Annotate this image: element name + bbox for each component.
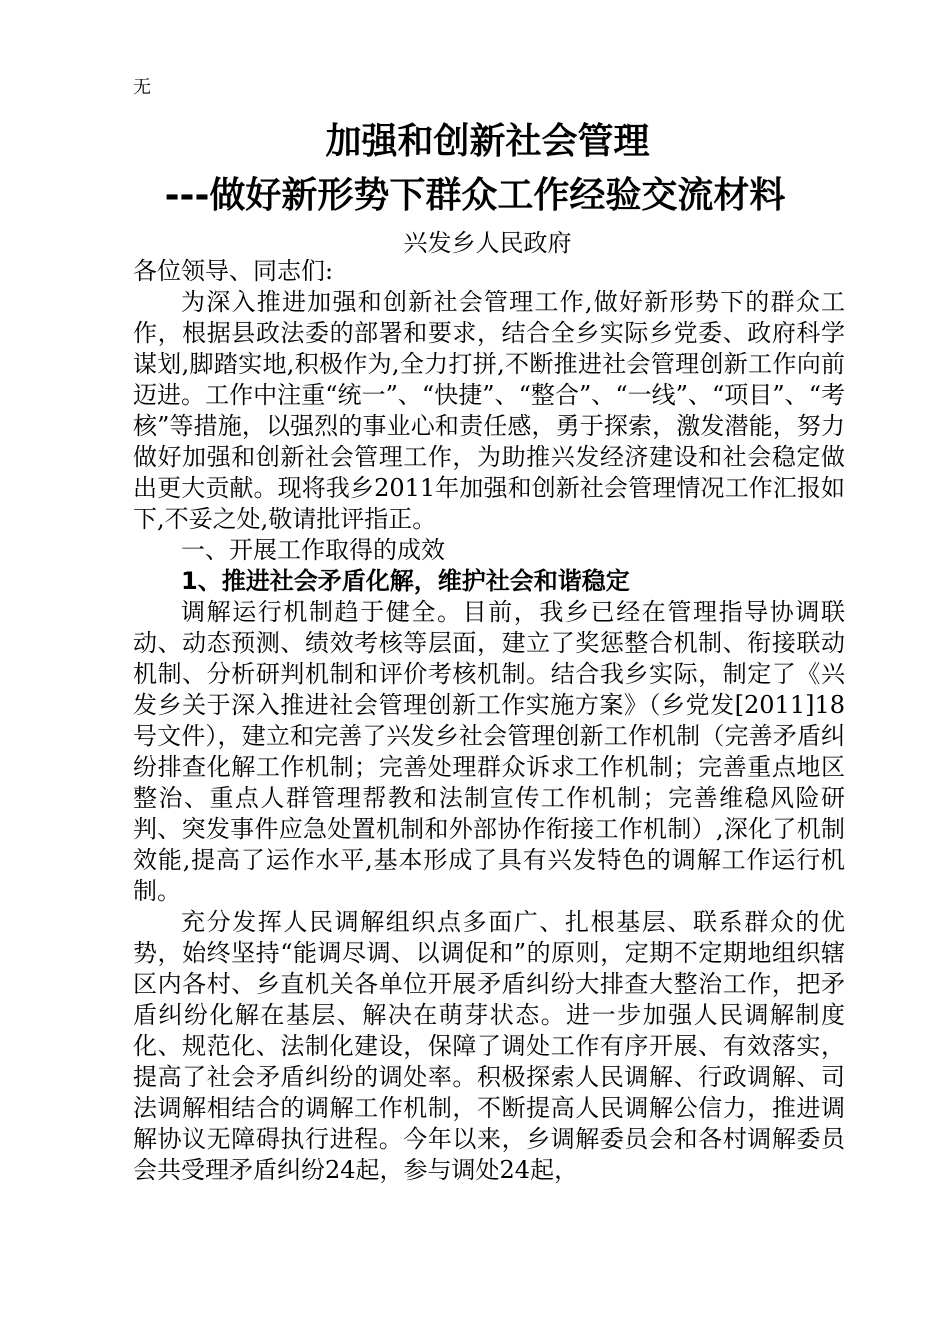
header-mark: 无 [133, 77, 151, 98]
body-paragraph-1: 调解运行机制趋于健全。目前，我乡已经在管理指导协调联动、动态预测、绩效考核等层面，建立了奖惩整合机制、衔接联动机制、分析研判机制和评价考核机制。结合我乡实际，制定了《兴发乡关于深入推进社会管理创新工作实施方案》（乡党发[2011]18号文件），建立和完善了兴发乡社会管理创新工作机制（完善矛盾纠纷排查化解工作机制；完善处理群众诉求工作机制；完善重点地区整治、重点人群管理帮教和法制宣传工作机制；完善维稳风险研判、突发事件应急处置机制和外部协作衔接工作机制）,深化了机制效能,提高了运作水平,基本形成了具有兴发特色的调解工作运行机制。 [133, 598, 845, 905]
body-paragraph-2: 充分发挥人民调解组织点多面广、扎根基层、联系群众的优势，始终坚持“能调尽调、以调促和”的原则，定期不定期地组织辖区内各村、乡直机关各单位开展矛盾纠纷大排查大整治工作，把矛盾纠纷化解在基层、解决在萌芽状态。进一步加强人民调解制度化、规范化、法制化建设，保障了调处工作有序开展、有效落实，提高了社会矛盾纠纷的调处率。积极探索人民调解、行政调解、司法调解相结合的调解工作机制，不断提高人民调解公信力，推进调解协议无障碍执行进程。今年以来，乡调解委员会和各村调解委员会共受理矛盾纠纷24起，参与调处24起， [133, 908, 845, 1184]
intro-paragraph: 为深入推进加强和创新社会管理工作,做好新形势下的群众工作，根据县政法委的部署和要求，结合全乡实际乡党委、政府科学谋划,脚踏实地,积极作为,全力打拼,不断推进社会管理创新工作向前迈进。工作中注重“统一”、“快捷”、“整合”、“一线”、“项目”、“考核”等措施，以强烈的事业心和责任感，勇于探索，激发潜能，努力做好加强和创新社会管理工作，为助推兴发经济建设和社会稳定做出更大贡献。现将我乡2011年加强和创新社会管理情况工作汇报如下,不妥之处,敬请批评指正。 [133, 288, 845, 533]
issuer-name: 兴发乡人民政府 [403, 229, 572, 257]
document-title: 加强和创新社会管理 [325, 121, 650, 162]
salutation: 各位领导、同志们: [133, 257, 334, 285]
document-body [133, 256, 845, 1186]
section-heading-1: 一、开展工作取得的成效 [181, 536, 445, 564]
subsection-heading-1-1: 1、推进社会矛盾化解，维护社会和谐稳定 [181, 567, 630, 595]
document-subtitle: ---做好新形势下群众工作经验交流材料 [164, 175, 786, 216]
